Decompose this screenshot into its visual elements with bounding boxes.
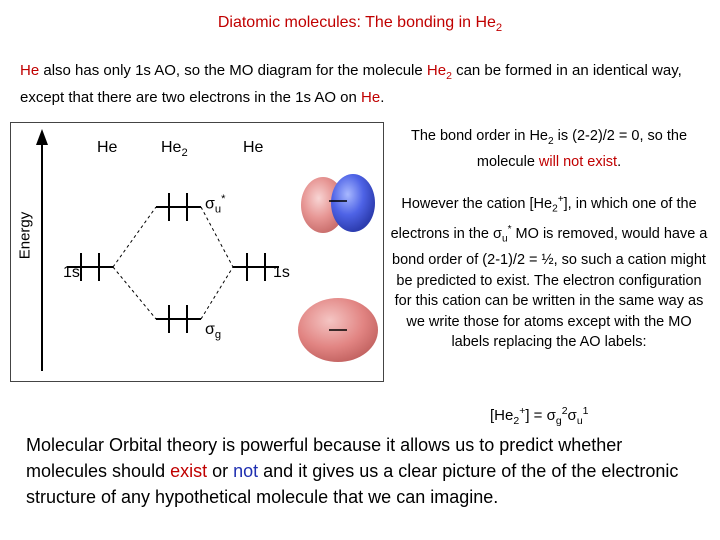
- sigma-star-orbital-image: [301, 174, 375, 233]
- slide-title: Diatomic molecules: The bonding in $He_2$: [217, 14, 503, 35]
- energy-axis-label: Energy: [16, 211, 34, 260]
- right-atom-label: He: [243, 139, 264, 156]
- energy-axis-arrowhead: [36, 129, 48, 145]
- sigma-label: $\sigma_g$: [205, 321, 222, 342]
- sigma-star-label: $\sigma_u^*$: [205, 193, 226, 216]
- cation-configuration-formula: $[He_2^+] = \sigma_g^2\sigma_u^1$: [490, 405, 589, 427]
- left-atom-label: He: [97, 139, 118, 156]
- bond-order-text: The bond order in $He_2$ is (2-2)/2 = 0, so the molecule will not exist.: [410, 128, 688, 171]
- left-1s-label: 1s: [63, 264, 80, 281]
- sigma-level: [156, 305, 201, 333]
- molecule-label: $He_2$: [161, 139, 188, 160]
- intro-paragraph: He also has only 1s AO, so the MO diagram for the molecule $He_2$ can be formed in an identical way, except that there are two electrons in the 1s AO on He.: [20, 62, 682, 106]
- mo-diagram: [10, 122, 384, 382]
- sigma-orbital-image: [298, 298, 378, 362]
- conclusion-paragraph: Molecular Orbital theory is powerful because it allows us to predict whether molecules should exist or not and it gives us a clear picture of the of the electronic structure of any hypothetical molecule that we can imagine.: [26, 435, 679, 507]
- right-1s-label: 1s: [273, 264, 290, 281]
- mo-diagram-svg: [11, 123, 383, 381]
- sigma-star-level: [156, 193, 201, 221]
- cation-paragraph: However the cation $[He_2^+]$, in which one of the electrons in the $\sigma_u^*$ MO is removed, would have a bond order of (2-1)/2 = ½, so such a cation might be predicted to exist. The electron configuration for this cation can be written in the same way as we write those for atoms except with the MO labels replacing the AO labels:: [390, 194, 708, 351]
- correlation-lines: [113, 207, 233, 319]
